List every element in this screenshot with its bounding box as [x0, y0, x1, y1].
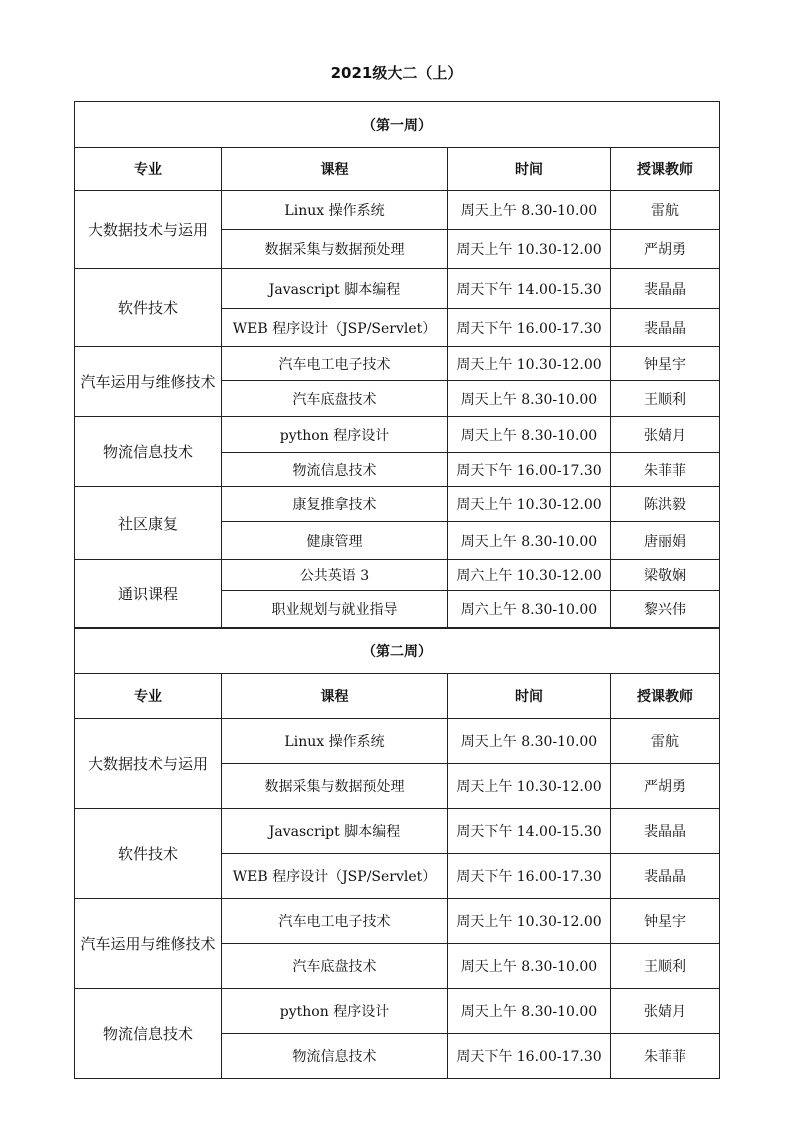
- table-row: [75, 347, 720, 381]
- teacher-cell: 严胡勇: [611, 230, 720, 269]
- time-cell: 周天上午 8.30-10.00: [448, 417, 611, 453]
- time-cell: 周天下午 16.00-17.30: [448, 453, 611, 487]
- course-cell: 汽车电工电子技术: [222, 899, 448, 944]
- major-cell: 软件技术: [75, 809, 222, 899]
- course-cell: 数据采集与数据预处理: [222, 230, 448, 269]
- time-cell: 周天上午 8.30-10.00: [448, 989, 611, 1034]
- major-cell: 物流信息技术: [75, 417, 222, 487]
- time-cell: 周天上午 8.30-10.00: [448, 719, 611, 764]
- major-cell: 软件技术: [75, 269, 222, 347]
- teacher-cell: 张婧月: [611, 989, 720, 1034]
- page-title: 2021级大二（上）: [330, 64, 463, 82]
- table-row: [75, 719, 720, 764]
- course-cell: WEB 程序设计（JSP/Servlet）: [222, 854, 448, 899]
- teacher-cell: 张婧月: [611, 417, 720, 453]
- time-cell: 周天上午 10.30-12.00: [448, 764, 611, 809]
- course-cell: Linux 操作系统: [222, 191, 448, 230]
- course-cell: 数据采集与数据预处理: [222, 764, 448, 809]
- time-cell: 周天下午 14.00-15.30: [448, 269, 611, 309]
- course-cell: 物流信息技术: [222, 1034, 448, 1079]
- time-cell: 周六上午 10.30-12.00: [448, 560, 611, 591]
- time-cell: 周天上午 8.30-10.00: [448, 944, 611, 989]
- teacher-cell: 钟星宇: [611, 347, 720, 381]
- week-label: （第二周）: [75, 629, 720, 674]
- course-cell: Javascript 脚本编程: [222, 809, 448, 854]
- major-cell: 通识课程: [75, 560, 222, 628]
- course-cell: 健康管理: [222, 522, 448, 560]
- time-cell: 周天上午 10.30-12.00: [448, 230, 611, 269]
- time-cell: 周天上午 10.30-12.00: [448, 899, 611, 944]
- teacher-cell: 黎兴伟: [611, 591, 720, 628]
- teacher-cell: 朱菲菲: [611, 1034, 720, 1079]
- teacher-cell: 裴晶晶: [611, 269, 720, 309]
- time-cell: 周六上午 8.30-10.00: [448, 591, 611, 628]
- header-course: 课程: [222, 148, 448, 191]
- table-row: [75, 560, 720, 591]
- course-cell: 汽车底盘技术: [222, 944, 448, 989]
- teacher-cell: 裴晶晶: [611, 309, 720, 347]
- course-cell: python 程序设计: [222, 417, 448, 453]
- table-row: [75, 191, 720, 230]
- table-row: [75, 269, 720, 309]
- teacher-cell: 梁敬娴: [611, 560, 720, 591]
- week-label: （第一周）: [75, 102, 720, 148]
- header-course: 课程: [222, 674, 448, 719]
- teacher-cell: 陈洪毅: [611, 487, 720, 522]
- course-cell: 汽车电工电子技术: [222, 347, 448, 381]
- teacher-cell: 裴晶晶: [611, 809, 720, 854]
- teacher-cell: 雷航: [611, 719, 720, 764]
- major-cell: 物流信息技术: [75, 989, 222, 1079]
- teacher-cell: 唐丽娟: [611, 522, 720, 560]
- time-cell: 周天上午 8.30-10.00: [448, 191, 611, 230]
- teacher-cell: 钟星宇: [611, 899, 720, 944]
- teacher-cell: 雷航: [611, 191, 720, 230]
- major-cell: 大数据技术与运用: [75, 191, 222, 269]
- header-time: 时间: [448, 148, 611, 191]
- course-cell: 汽车底盘技术: [222, 381, 448, 417]
- major-cell: 汽车运用与维修技术: [75, 899, 222, 989]
- course-cell: 职业规划与就业指导: [222, 591, 448, 628]
- time-cell: 周天上午 10.30-12.00: [448, 487, 611, 522]
- course-cell: 物流信息技术: [222, 453, 448, 487]
- teacher-cell: 王顺利: [611, 381, 720, 417]
- header-major: 专业: [75, 148, 222, 191]
- course-cell: WEB 程序设计（JSP/Servlet）: [222, 309, 448, 347]
- table-row: [75, 417, 720, 453]
- time-cell: 周天上午 8.30-10.00: [448, 381, 611, 417]
- header-time: 时间: [448, 674, 611, 719]
- header-teacher: 授课教师: [611, 148, 720, 191]
- teacher-cell: 严胡勇: [611, 764, 720, 809]
- course-cell: 公共英语 3: [222, 560, 448, 591]
- table-row: [75, 899, 720, 944]
- week-1-table: [74, 101, 720, 628]
- major-cell: 汽车运用与维修技术: [75, 347, 222, 417]
- course-cell: 康复推拿技术: [222, 487, 448, 522]
- table-row: [75, 989, 720, 1034]
- major-cell: 大数据技术与运用: [75, 719, 222, 809]
- time-cell: 周天下午 16.00-17.30: [448, 854, 611, 899]
- header-teacher: 授课教师: [611, 674, 720, 719]
- course-cell: Javascript 脚本编程: [222, 269, 448, 309]
- teacher-cell: 裴晶晶: [611, 854, 720, 899]
- table-row: [75, 809, 720, 854]
- time-cell: 周天下午 16.00-17.30: [448, 1034, 611, 1079]
- time-cell: 周天下午 16.00-17.30: [448, 309, 611, 347]
- table-row: [75, 487, 720, 522]
- time-cell: 周天上午 10.30-12.00: [448, 347, 611, 381]
- time-cell: 周天下午 14.00-15.30: [448, 809, 611, 854]
- course-cell: python 程序设计: [222, 989, 448, 1034]
- time-cell: 周天上午 8.30-10.00: [448, 522, 611, 560]
- teacher-cell: 王顺利: [611, 944, 720, 989]
- week-2-table: [74, 628, 720, 1079]
- header-major: 专业: [75, 674, 222, 719]
- course-cell: Linux 操作系统: [222, 719, 448, 764]
- teacher-cell: 朱菲菲: [611, 453, 720, 487]
- major-cell: 社区康复: [75, 487, 222, 560]
